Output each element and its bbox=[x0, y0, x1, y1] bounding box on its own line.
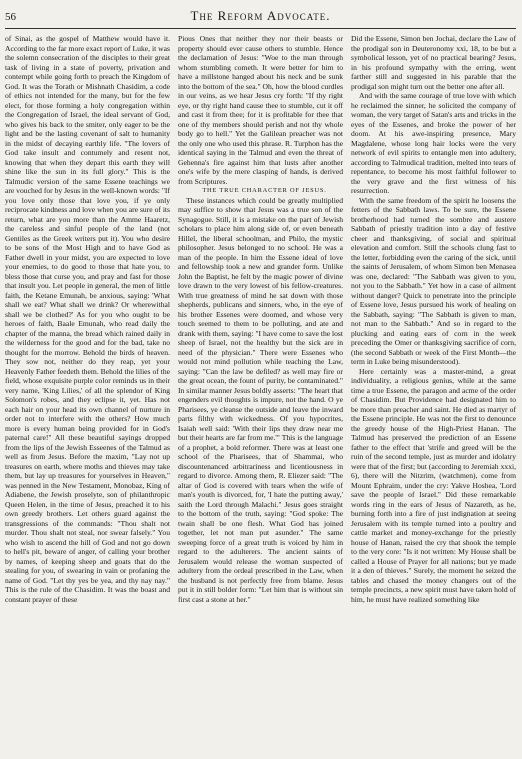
paragraph: And with the same courage of true love with which he reclaimed the sinner, he solicited the company of woman, the very target of Satan's arts and tricks in the eyes of the Essenes, and broke the power of her doom. At his awe-inspiring presence, Mary Magdalene, whose long hair locks were the very network of evil spirits to entangle men into adultery, according to Talmudical tradition, melted into tears of repentance, to become his most faithful follower to the very grave and the first witness of his resurrection. bbox=[351, 91, 516, 195]
page-number: 56 bbox=[5, 11, 16, 23]
section-heading: THE TRUE CHARACTER OF JESUS. bbox=[202, 187, 327, 194]
paragraph: of Sinai, as the gospel of Matthew would have it. According to the far more exact report of Luke, it was the solemn consecration of the disciples to their great task of living in a state of poverty, privation and contempt while going forth to preach the Kingdom of God. It was the Torath or Mishnath Chasidim, a code of ethics not intended for the many, but for the few elect, for those forming a holy congregation within the Congregation of Israel, the ideal servant of God, who gives his back to the smiter, only eager to be the light and be the lasting covenant of salt to humanity in the midst of decaying earthly life. "The lovers of God take insult and contumely and resent not, knowing that when they depart this earth they will shine like the sun in its full glory." This is the Talmudic version of the same Essene teachings we are vouched for by Jesus in the well-known words: "If you love only those that love you, if ye only reciprocate kindness and love when you are sure of its return, what are you more than the Amme Haaretz, the careless and sinful people of the land (not Gentiles as the Greek writers put it). You who desire to be sons of the Most High and to have God as Father dwell in your midst, you are expected to love your enemies, to do good to those that hate you, to bless those that curse you, and pray and fast for those that insult you. Let people in general, the men of little faith, the Ketane Emunah, be anxious, saying: 'What shall we eat? What shall we drink? Or wherewithal shall we be clothed?' As for you who ought to be heroes of faith, Baale Emunah, who read daily the chapter of the manna, the bread which rained daily in the wilderness for the good and for the bad, take no thought for the morrow. Behold the birds of heaven. They sow not, neither do they reap, yet your Heavenly Father feedeth them. Behold the lilies of the field, whose exquisite purple color reminds us in their very name, 'King Lilies,' of all the splendor of King Solomon's robes, and they eclipse it, yet. Has not each hair on your head its own channel of nurture in order not to interfere with the others? How much more is every human being provided for in God's paternal care!" All these beautiful sayings dropped from the lips of the Jewish Esseenes of the Talmud as well as from Jesus. Before the maxim, "Lay not up treasures on earth, where moths and thieves may take them, but lay up treasures for yourselves in Heaven," was penned in the New Testament, Monobaz, King of Adiabene, the Jewish proselyte, son of philanthropic Queen Helen, in the time of Jesus, preached it to his own greedy brothers. Let others guard against the transgressions of the commands: "Thou shalt not murder. Thou shalt not steal, nor swear falsely." You who wish to ascend the hill of God and not go down to hell's pit, beware of anger, of calling your brother by names, of keeping sheep and goats that do the stealing for you, of swearing in vain or profaning the name of God. "Let thy yes be yea, and thy nay nay." This is the rule of the Chasidim. It was the boast and constant prayer of these bbox=[5, 34, 170, 604]
paragraph: With the same freedom of the spirit he loosens the fetters of the Sabbath laws. To be sure, the Essene brotherhood had turned the sombre and austere Sabbath of priestly tradition into a day of festive cheer and thanksgiving, of social and spiritual elevation and comfort. Still the schools clung fast to the letter, forbidding even the caring of the sick, until the saints of Jerusalem, of whom Simon ben Menasea was one, declared: "The Sabbath was given to you, not you to the Sabbath." Yet how in a case of ailment without danger? Quick to penetrate into the principle of Essene love, Jesus pursued his work of healing on the Sabbath, saying: "The Sabbath is given to man, not man to the Sabbath." And so in regard to the plucking and eating ears of corn in the week preceding the Omer or thanksgiving sacrifice of corn, (the second Sabbath or week of the First Month—the term in Luke being misunderstood). bbox=[351, 195, 516, 366]
journal-title: The Reform Advocate. bbox=[190, 8, 331, 23]
paragraph: Did the Essene, Simon ben Jochai, declare the Law of the prodigal son in Deuteronomy xxi, 18, to be but a symbolical lesson, yet of no practical bearing? Jesus, in his profound sympathy with the erring, went farther still and suggested in his parable that the prodigal son might turn out the better one after all. bbox=[351, 34, 516, 91]
paragraph: These instances which could be greatly multiplied may suffice to show that Jesus was a true son of the Synagogue. Still, it is a mistake on the part of Jewish scholars to place him along side of, or even beneath Hillel, the liberal schoolman, and Philo, the mystic philosopher. Jesus belonged to no school. He was a man of the people. In him the Essene ideal of love and fellowship took a new and grander form. Unlike John the Baptist, he felt by the magic power of divine love drawn to the very lowest of his fellow-creatures. With true greatness of mind he sat down with those shepherds, publicans and sinners, who, in the eye of his brother Essenes were doomed, and whose very touch seemed to them to be polluting, and ate and drank with them, saying: "I have come to save the lost sheep of Israel, not the healthy but the sick are in need of the physician." There were Essenes who would not mind pollution while teaching the Law, saying: "Can the law be defiled? as well may fire or the great ocean, the fount of purity, be contaminated." In similar manner Jesus boldly asserts: "The heart that engenders evil thoughts is impure, not the hand. O ye Pharisees, ye cleanse the outside and leave the inward parts filthy with wickedness. Of you hypocrites, Isaiah well said: 'With their lips they draw near me but their hearts are far from me.'" This is the language of a prophet, a bold reformer. There was at least one school of the Pharisees, that of Shammai, who discountenanced arbitrariness and licentiousness in regard to divorce. Among them, R. Eliezer said: "The altar of God is covered with tears when the wife of man's youth is divorced, for, 'I hate the putting away,' saith the Lord through Malachi." Jesus goes straight to the bottom of the truth, saying: "God spoke: The twain shall be one flesh. What God has joined together, let not man put asunder." The same sweeping force of a great truth is voiced by him in regard to the adulterers. The ancient saints of Jerusalem would release the woman suspected of adultery from the ordeal prescribed in the Law, when the husband is not perfectly free from blame. Jesus put it in still bolder form: "Let him that is without sin first cast a stone at her." bbox=[178, 195, 343, 604]
paragraph: Pious Ones that neither they nor their beasts or property should ever cause others to stumble. Hence the declamation of Jesus: "Woe to the man through whom stumbling cometh. It were better for him to have a millstone hanged about his neck and be sunk into the bottom of the sea." Oh, how the blood curdles in our veins, as we hear Jesus cry forth: "If thy right eye, or thy right hand cause thee to stumble, cut it off and cast it from thee; for it is profitable for thee that one of thy members should perish and not thy whole body go to hell." Yet the Galilean preacher was not the only one who used this phrase. R. Turphon has the identical saying in the Talmud and even the threat of Gehenna's fire against him that lusts after another one's wife by the mere clasping of hands, is derived from Scriptures. bbox=[178, 34, 343, 186]
text-columns bbox=[5, 34, 516, 604]
column-left bbox=[5, 34, 170, 604]
page-header bbox=[5, 8, 516, 29]
column-middle bbox=[178, 34, 343, 604]
paragraph: Here certainly was a master-mind, a great individuality, a religious genius, while at the same time a true Essene, the paragon and acme of the order of Chasidim. But Providence had designated him to be more than preacher and saint. He died as martyr of the Essene principle. He was not the first to denounce the greedy house of the High-Priest Hanan. The Talmud has preserved the prediction of an Essene father to the effect that 'strife and greed will be the ruin of the second temple, just as murder and idolatry were that of the first; but (according to Jeremiah xxxi, 6), there will the Nitzrim, (watchmen), come from Mount Ephraim, under the cry: Yakve Hoshea, 'Lord save the people of Israel.'' Did these remarkable words ring in the ears of Jesus of Nazareth, as he, burning forth into a fire of just indignation at seeing Jerusalem with its temple turned into a poultry and cattle market and money-exchange for the priestly house of Hanan, raised the cry that shook the temple to the very core: "Is it not written: My House shall be called a House of Prayer for all nations; but ye made it a den of thieves." Surely, the moment he seized the tables and chased the money changers out of the temple precincts, a new spirit must have taken hold of him, he must have realized something like bbox=[351, 366, 516, 604]
column-right bbox=[351, 34, 516, 604]
